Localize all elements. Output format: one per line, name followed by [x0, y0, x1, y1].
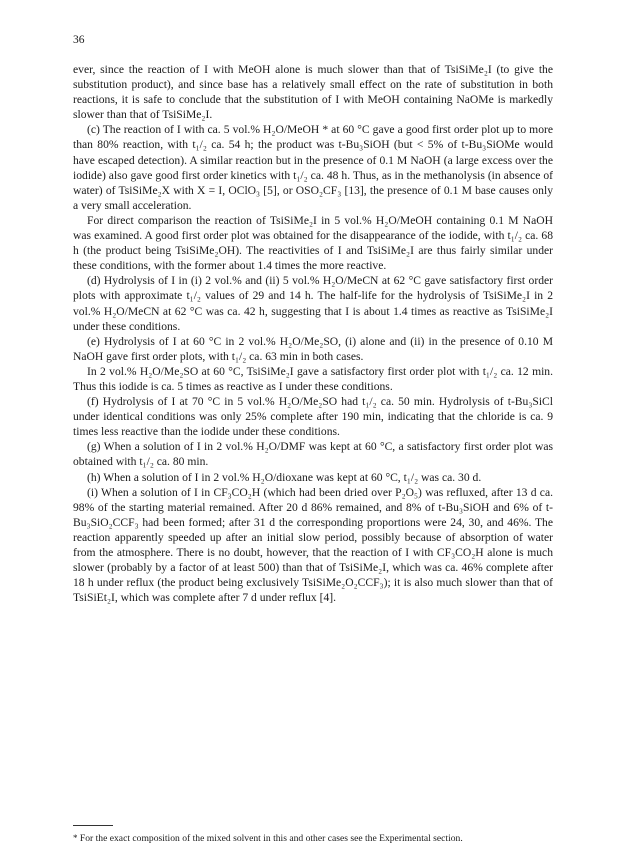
paragraph-dmso-comparison: In 2 vol.% H₂O/Me₂SO at 60 °C, TsiSiMe₂I gave a satisfactory first order plot with t₁/₂ ca. 12 min. Thus this iodide is ca. 5 times as reactive as I under these conditions. — [73, 364, 553, 393]
paragraph-h-dioxane: (h) When a solution of I in 2 vol.% H₂O/dioxane was kept at 60 °C, t₁/₂ was ca. 30 d. — [87, 470, 482, 484]
paragraph-i-trifluoroacetic: (i) When a solution of I in CF₃CO₂H (which had been dried over P₂O₅) was refluxed, after 13 d ca. 98% of the starting material remained. After 20 d 86% remained, and 8% of t-Bu₃SiOH and 6% of t-Bu₃SiO₂CCF₃ had been formed; after 31 d the corresponding proportions were 24, 30, and 46%. The reaction apparently speeded up after an initial slow period, possibly because of absorption of water from the atmosphere. There is no doubt, however, that the reaction of I with CF₃CO₂H alone is much slower (probably by a factor of at least 500) than that of TsiSiMe₂I, which was ca. 46% complete after 18 h under reflux (the product being exclusively TsiSiMe₂O₂CCF₃); it is also much slower than that of TsiSiEt₂I, which was complete after 7 d under reflux [4]. — [73, 485, 553, 605]
paragraph-direct-comparison: For direct comparison the reaction of TsiSiMe₂I in 5 vol.% H₂O/MeOH containing 0.1 M NaOH was examined. A good first order plot was obtained for the disappearance of the iodide, with t₁/₂ ca. 68 h (the product being TsiSiMe₂OH). The reactivities of I and TsiSiMe₂I are thus fairly similar under these conditions, with the former about 1.4 times the more reactive. — [73, 213, 553, 273]
body-text — [73, 62, 553, 605]
footnote-marker: * — [73, 833, 78, 843]
footnote-divider — [73, 825, 113, 826]
page-number: 36 — [73, 34, 85, 46]
footnote-text: For the exact composition of the mixed solvent in this and other cases see the Experimental section. — [79, 833, 463, 844]
footnote — [73, 832, 553, 845]
paragraph-e-dmso: (e) Hydrolysis of I at 60 °C in 2 vol.% H₂O/Me₂SO, (i) alone and (ii) in the presence of 0.10 M NaOH gave first order plots, with t₁/₂ ca. 63 min in both cases. — [73, 334, 553, 363]
paragraph-continued: ever, since the reaction of I with MeOH alone is much slower than that of TsiSiMe₂I (to give the substitution product), and since base has a relatively small effect on the rate of substitution in both reactions, it is safe to conclude that the substitution of I with MeOH containing NaOMe is markedly slower than that of TsiSiMe₂I. — [73, 63, 553, 122]
paragraph-f-dmso-70c: (f) Hydrolysis of I at 70 °C in 5 vol.% H₂O/Me₂SO had t₁/₂ ca. 50 min. Hydrolysis of t-Bu₃SiCl under identical conditions was only 25% complete after 190 min, indicating that the chloride is ca. 9 times less reactive than the iodide under these conditions. — [73, 395, 553, 439]
paragraph-d-acetonitrile: (d) Hydrolysis of I in (i) 2 vol.% and (ii) 5 vol.% H₂O/MeCN at 62 °C gave satisfactory first order plots with approximate t₁/₂ values of 29 and 14 h. The half-life for the hydrolysis of TsiSiMe₂I in 2 vol.% H₂O/MeCN at 62 °C was ca. 42 h, suggesting that I is about 1.4 times as reactive as TsiSiMe₂I under these conditions. — [73, 274, 553, 333]
paragraph-c-methanol-water: (c) The reaction of I with ca. 5 vol.% H₂O/MeOH * at 60 °C gave a good first order plot up to more than 80% reaction, with t₁/₂ ca. 54 h; the product was t-Bu₃SiOH (but < 5% of t-Bu₃SiOMe would have escaped detection). A similar reaction but in the presence of 0.1 M NaOH (a large excess over the iodide) also gave good first order kinetics with t₁/₂ ca. 48 h. Thus, as in the methanolysis (in absence of water) of TsiSiMe₂X with X = I, OClO₃ [5], or OSO₂CF₃ [13], the presence of 0.1 M base causes only a very small acceleration. — [73, 123, 553, 212]
paragraph-g-dmf: (g) When a solution of I in 2 vol.% H₂O/DMF was kept at 60 °C, a satisfactory first order plot was obtained with t₁/₂ ca. 80 min. — [73, 440, 553, 469]
